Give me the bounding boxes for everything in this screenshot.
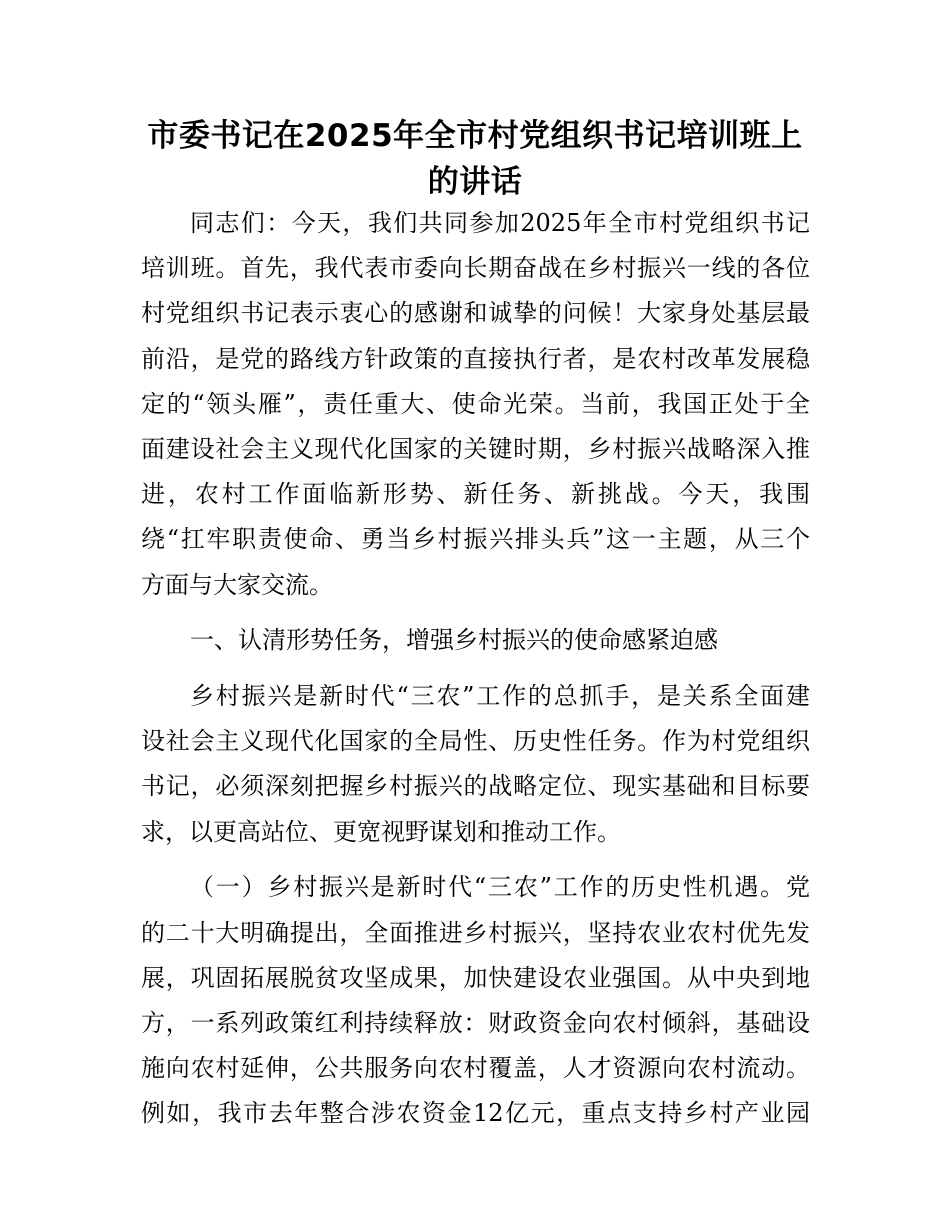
text-line: 进，农村工作面临新形势、新任务、新挑战。今天，我围 (141, 480, 810, 509)
text-line: 设社会主义现代化国家的全局性、历史性任务。作为村党组织 (141, 727, 810, 756)
text-line: 培训班。首先，我代表市委向长期奋战在乡村振兴一线的各位 (141, 254, 810, 283)
text-line: 书记，必须深刻把握乡村振兴的战略定位、现实基础和目标要 (141, 772, 810, 801)
text-line: 面建设社会主义现代化国家的关键时期，乡村振兴战略深入推 (141, 435, 810, 463)
text-line: 定的“领头雁”，责任重大、使命光荣。当前，我国正处于全 (141, 389, 810, 418)
text-line: 绕“扛牢职责使命、勇当乡村振兴排头兵”这一主题，从三个 (141, 525, 810, 554)
text-line: 施向农村延伸，公共服务向农村覆盖，人才资源向农村流动。 (141, 1054, 810, 1083)
title-line-2: 的讲话 (427, 164, 523, 200)
document-title (140, 113, 810, 205)
text-line: （一）乡村振兴是新时代“三农”工作的历史性机遇。党 (190, 873, 810, 902)
text-line: 例如，我市去年整合涉农资金12亿元，重点支持乡村产业园 (141, 1099, 810, 1128)
text-line: 展，巩固拓展脱贫攻坚成果，加快建设农业强国。从中央到地 (141, 963, 810, 992)
text-line: 求，以更高站位、更宽视野谋划和推动工作。 (141, 817, 621, 846)
text-line: 方，一系列政策红利持续释放：财政资金向农村倾斜，基础设 (141, 1008, 810, 1037)
text-line: 同志们：今天，我们共同参加2025年全市村党组织书记 (190, 209, 810, 237)
text-line: 前沿，是党的路线方针政策的直接执行者，是农村改革发展稳 (141, 344, 810, 373)
text-line: 村党组织书记表示衷心的感谢和诚挚的问候！大家身处基层最 (141, 299, 810, 328)
text-line: 方面与大家交流。 (141, 570, 333, 599)
title-line-1: 市委书记在2025年全市村党组织书记培训班上 (147, 118, 803, 154)
text-line: 乡村振兴是新时代“三农”工作的总抓手，是关系全面建 (190, 682, 810, 710)
text-line: 一、认清形势任务，增强乡村振兴的使命感紧迫感 (190, 626, 718, 655)
text-line: 的二十大明确提出，全面推进乡村振兴，坚持农业农村优先发 (141, 918, 810, 947)
